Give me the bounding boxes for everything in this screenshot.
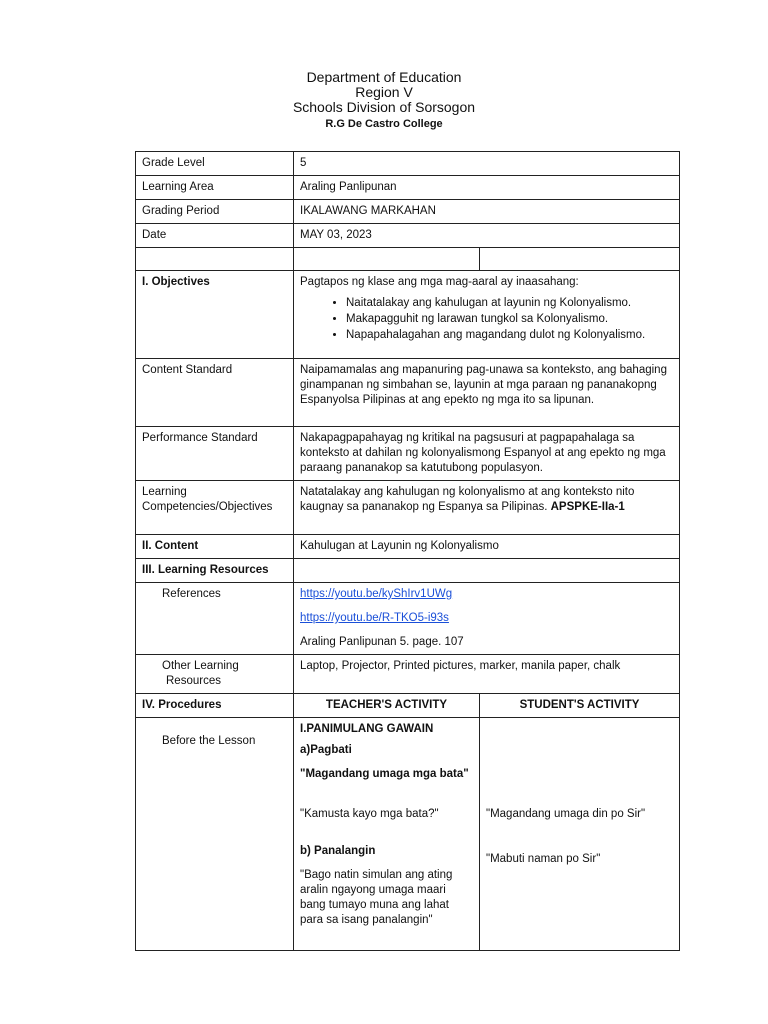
division-title: Schools Division of Sorsogon: [292, 99, 476, 115]
content-standard-text: Naipamamalas ang mapanuring pag-unawa sa konteksto, ang bahaging ginampanan ng simbahan se, layunin at mga paraan ng pananakopng Espanyolsa Pilipinas at ang epekto ng mga ito sa lipunan.: [294, 359, 680, 427]
empty-cell: [294, 559, 680, 583]
competencies-content: [294, 481, 680, 535]
empty-cell: [294, 248, 480, 271]
other-resources-row: [136, 655, 680, 694]
content-text: Kahulugan at Layunin ng Kolonyalismo: [294, 535, 680, 559]
lesson-plan-table: [135, 151, 680, 951]
learning-area-value: Araling Panlipunan: [294, 176, 680, 200]
competencies-label-line2: Competencies/Objectives: [142, 501, 273, 513]
table-row: [136, 176, 680, 200]
before-lesson-label: Before the Lesson: [162, 735, 256, 747]
date-label: Date: [136, 224, 294, 248]
other-resources-text: Laptop, Projector, Printed pictures, marker, manila paper, chalk: [294, 655, 680, 694]
student-activity-header: STUDENT'S ACTIVITY: [480, 694, 680, 718]
kamusta-text: "Kamusta kayo mga bata?": [300, 808, 439, 820]
competencies-row: [136, 481, 680, 535]
performance-standard-text: Nakapagpapahayag ng kritikal na pagsusuri at pagpapahalaga sa konteksto at dahilan ng kolonyalismong Espanyol at ang epekto ng mga paraang pananakop sa katutubong populasyon.: [294, 427, 680, 481]
procedures-label: IV. Procedures: [136, 694, 294, 718]
references-label: References: [162, 588, 221, 600]
list-item: • Naitatalakay ang kahulugan at layunin ng Kolonyalismo.: [346, 296, 673, 311]
learning-area-label: Learning Area: [136, 176, 294, 200]
grade-level-value: 5: [294, 152, 680, 176]
student-reply-1: "Magandang umaga din po Sir": [486, 808, 646, 820]
competencies-label: [136, 481, 294, 535]
objectives-content: [294, 271, 680, 359]
before-lesson-cell: [136, 718, 294, 951]
references-row: [136, 583, 680, 655]
department-title: Department of Education: [306, 69, 462, 85]
content-standard-row: [136, 359, 680, 427]
content-row: [136, 535, 680, 559]
panalangin-heading: b) Panalangin: [300, 845, 376, 857]
references-content: [294, 583, 680, 655]
list-item: • Makapagguhit ng larawan tungkol sa Kolonyalismo.: [346, 312, 673, 327]
pagbati-heading: a)Pagbati: [300, 744, 352, 756]
list-item: • Napapahalagahan ang magandang dulot ng Kolonyalismo.: [346, 328, 673, 343]
procedures-header-row: [136, 694, 680, 718]
reference-book: Araling Panlipunan 5. page. 107: [300, 636, 464, 648]
prayer-text: "Bago natin simulan ang ating aralin ngayong umaga maari bang tumayo muna ang lahat para sa isang panalangin": [300, 869, 453, 926]
school-name: R.G De Castro College: [325, 118, 443, 130]
grade-level-label: Grade Level: [136, 152, 294, 176]
grading-period-label: Grading Period: [136, 200, 294, 224]
before-lesson-row: [136, 718, 680, 951]
reference-link-2[interactable]: https://youtu.be/R-TKO5-i93s: [300, 612, 449, 624]
other-resources-label-line2: Resources: [166, 675, 221, 687]
empty-cell: [136, 248, 294, 271]
competencies-label-line1: Learning: [142, 486, 187, 498]
table-row: [136, 224, 680, 248]
performance-standard-row: [136, 427, 680, 481]
resources-label: III. Learning Resources: [136, 559, 294, 583]
table-row: [136, 200, 680, 224]
content-label: II. Content: [136, 535, 294, 559]
teacher-activity-header: TEACHER'S ACTIVITY: [294, 694, 480, 718]
resources-row: [136, 559, 680, 583]
empty-cell: [480, 248, 680, 271]
competencies-text: Natatalakay ang kahulugan ng kolonyalismo at ang konteksto nito kaugnay sa pananakop ng Espanya sa Pilipinas.: [300, 486, 635, 513]
performance-standard-label: Performance Standard: [136, 427, 294, 481]
student-reply-2: "Mabuti naman po Sir": [486, 853, 601, 865]
other-resources-cell: [136, 655, 294, 694]
objectives-list: [300, 296, 673, 343]
student-activity-content: [480, 718, 680, 951]
competency-code: APSPKE-IIa-1: [550, 501, 625, 513]
greeting-text: "Magandang umaga mga bata": [300, 768, 469, 780]
grading-period-value: IKALAWANG MARKAHAN: [294, 200, 680, 224]
objectives-label: I. Objectives: [136, 271, 294, 359]
region-title: Region V: [355, 84, 413, 100]
empty-row: [136, 248, 680, 271]
content-standard-label: Content Standard: [136, 359, 294, 427]
date-value: MAY 03, 2023: [294, 224, 680, 248]
document-header: [0, 70, 768, 131]
teacher-activity-content: [294, 718, 480, 951]
table-row: [136, 152, 680, 176]
references-cell: [136, 583, 294, 655]
other-resources-label-line1: Other Learning: [162, 660, 239, 672]
objectives-row: [136, 271, 680, 359]
objectives-intro: Pagtapos ng klase ang mga mag-aaral ay inaasahang:: [300, 276, 579, 288]
reference-link-1[interactable]: https://youtu.be/kyShIrv1UWg: [300, 588, 453, 600]
panimula-heading: I.PANIMULANG GAWAIN: [300, 723, 434, 735]
